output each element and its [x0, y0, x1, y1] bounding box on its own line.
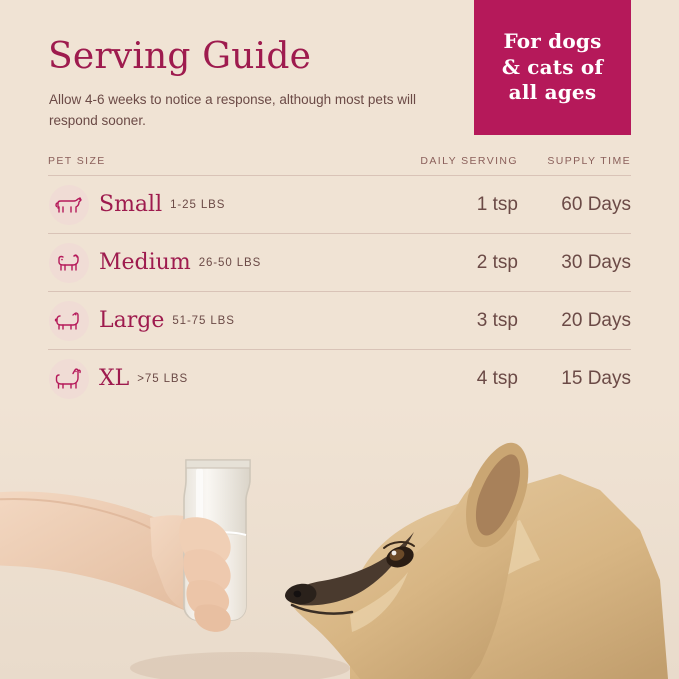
- supply-time-cell: 30 Days: [561, 251, 631, 273]
- serving-table: [48, 155, 631, 408]
- supply-time-cell: 20 Days: [561, 309, 631, 331]
- column-header-daily-serving: DAILY SERVING: [420, 155, 518, 167]
- supply-time-cell: 15 Days: [561, 367, 631, 389]
- retriever-dog-icon: [48, 300, 90, 342]
- table-row: [48, 233, 631, 291]
- table-row: [48, 291, 631, 349]
- page-subtitle: Allow 4-6 weeks to notice a response, although most pets will respond sooner.: [49, 92, 416, 128]
- badge-line-1: For dogs: [503, 29, 602, 54]
- pet-size-cell: [48, 358, 368, 400]
- badge-line-2: & cats of: [501, 54, 604, 79]
- pet-size-range: 26-50 LBS: [198, 256, 262, 269]
- table-header-row: [48, 155, 631, 175]
- supply-time-cell: 60 Days: [561, 193, 631, 215]
- daily-serving-cell: 2 tsp: [476, 251, 518, 273]
- column-header-pet-size: PET SIZE: [48, 155, 106, 167]
- pet-size-cell: [48, 300, 368, 342]
- pet-size-name: XL: [99, 366, 130, 391]
- column-header-supply-time: SUPPLY TIME: [547, 155, 631, 167]
- daily-serving-cell: 3 tsp: [476, 309, 518, 331]
- pet-size-name: Small: [99, 192, 163, 217]
- product-lifestyle-photo: [0, 400, 679, 679]
- bulldog-dog-icon: [48, 242, 90, 284]
- pet-size-name: Medium: [99, 250, 191, 275]
- table-row: [48, 349, 631, 407]
- table-row: [48, 175, 631, 233]
- great-dane-dog-icon: [48, 358, 90, 400]
- dachshund-dog-icon: [48, 184, 90, 226]
- for-dogs-and-cats-badge: [474, 0, 631, 135]
- daily-serving-cell: 1 tsp: [476, 193, 518, 215]
- pet-size-range: 1-25 LBS: [170, 198, 226, 211]
- badge-line-3: all ages: [508, 80, 597, 105]
- pet-size-cell: [48, 242, 368, 284]
- pet-size-cell: [48, 184, 368, 226]
- daily-serving-cell: 4 tsp: [476, 367, 518, 389]
- page-title: Serving Guide: [48, 36, 312, 77]
- pet-size-range: >75 LBS: [137, 372, 189, 385]
- pet-size-range: 51-75 LBS: [172, 314, 235, 327]
- pet-size-name: Large: [99, 308, 165, 333]
